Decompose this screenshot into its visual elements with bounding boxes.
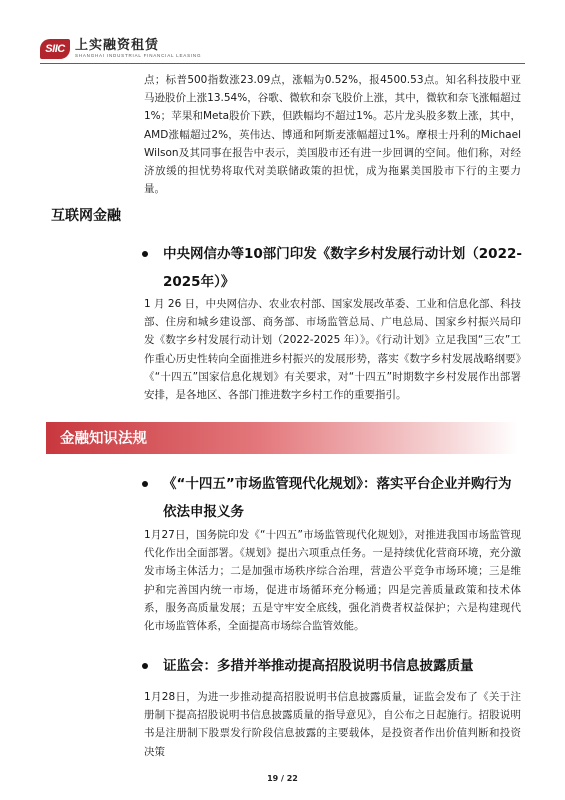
bullet-icon [142, 481, 148, 487]
page-header [0, 0, 565, 70]
bullet-icon [142, 251, 148, 257]
banner-title: 金融知识法规 [60, 431, 147, 447]
bullet-icon [142, 663, 148, 669]
logo-company-name: 上实融资租赁 [75, 38, 160, 53]
logo-mark: SIIC [40, 39, 70, 59]
logo-company-name-en: SHANGHAI INDUSTRIAL FINANCIAL LEASING [75, 53, 202, 58]
news-item-title: 证监会：多措并举推动提高招股说明书信息披露质量 [163, 658, 474, 674]
news-item-body: 1月28日，为进一步推动提高招股说明书信息披露质量，证监会发布了《关于注册制下提高招股说明书信息披露质量的指导意见》，自公布之日起施行。招股说明书是注册制下股票发行阶段信息披露的主要载体，是投资者作出价值判断和投资决策 [144, 691, 521, 758]
news-item-market-regulation [142, 470, 522, 526]
header-divider [40, 63, 525, 64]
news-item-title: 中央网信办等10部门印发《数字乡村发展行动计划（2022-2025年）》 [163, 246, 522, 290]
company-logo [40, 38, 201, 59]
news-item-digital-village [142, 240, 522, 296]
page-number: 19 / 22 [267, 774, 298, 783]
news-item-body: 1月27日，国务院印发《“十四五”市场监管现代化规划》，对推进我国市场监管现代化作出全面部署。《规划》提出六项重点任务。一是持续优化营商环境，充分激发市场主体活力；二是加强市场秩序综合治理，营造公平竞争市场环境；三是维护和完善国内统一市场，促进市场循环充分畅通；四是完善质量政策和技术体系，服务高质量发展；五是守牢安全底线，强化消费者权益保护；六是构建现代化市场监管体系，全面提高市场综合监管效能。 [144, 529, 521, 633]
section-heading-internet-finance: 互联网金融 [51, 208, 121, 224]
paragraph-us-stocks: 点；标普500指数涨23.09点，涨幅为0.52%，报4500.53点。知名科技股中亚马逊股价上涨13.54%，谷歌、微软和奈飞股价上涨，其中，微软和奈飞涨幅超过1%；苹果和Meta股价下跌，但跌幅均不超过1%。芯片龙头股多数上涨，其中，AMD涨幅超过2%，英伟达、博通和阿斯麦涨幅超过1%。摩根士丹利的Michael Wilson及其同事在报告中表示，美国股市还有进一步回调的空间。他们称，对经济放缓的担忧势将取代对美联储政策的担忧，成为拖累美国股市下行的主要力量。 [144, 74, 521, 196]
news-item-csrc-prospectus [142, 652, 522, 680]
logo-text [75, 38, 201, 59]
news-item-body: 1 月 26 日，中央网信办、农业农村部、国家发展改革委、工业和信息化部、科技部、住房和城乡建设部、商务部、市场监管总局、广电总局、国家乡村振兴局印发《数字乡村发展行动计划（2022-2025 年）》。《行动计划》立足我国“三农”工作重心历史性转向全面推进乡村振兴的发展形势，落实《数字乡村发展战略纲要》《“十四五”国家信息化规划》有关要求，对“十四五”时期数字乡村发展作出部署安排，是各地区、各部门推进数字乡村工作的重要指引。 [144, 298, 521, 402]
news-item-title: 《“十四五”市场监管现代化规划》：落实平台企业并购行为依法申报义务 [163, 476, 512, 520]
section-banner-financial-regulations [46, 422, 518, 454]
